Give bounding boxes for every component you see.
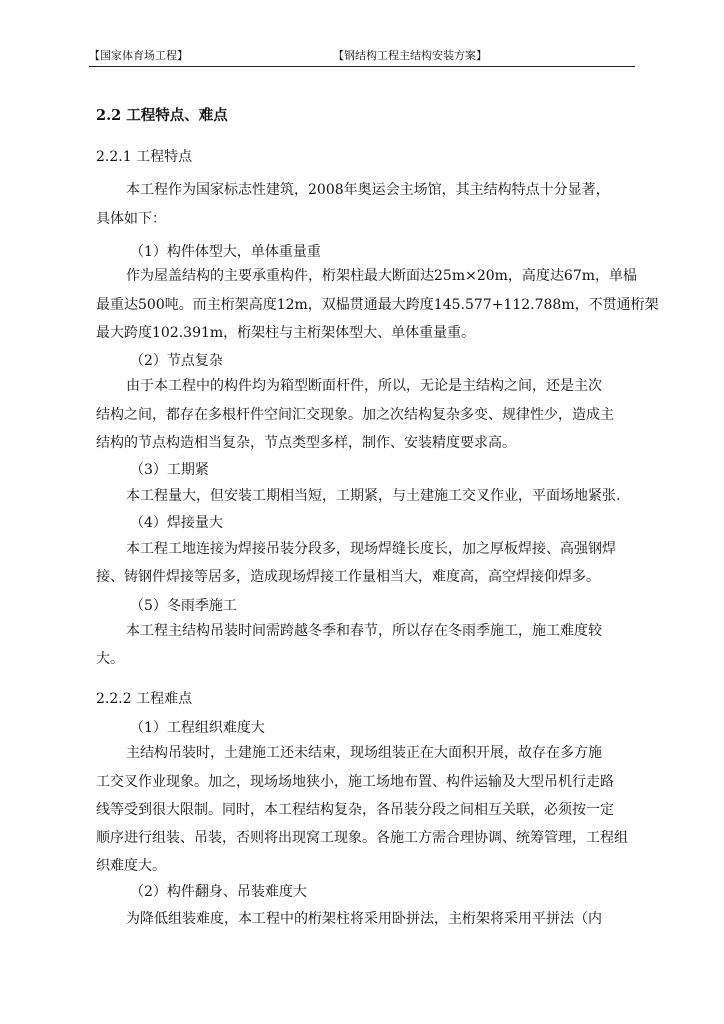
section-heading: 2.2 工程特点、难点 (96, 107, 228, 124)
item-title: （3）工期紧 (130, 462, 209, 478)
intro-line: 具体如下： (96, 211, 166, 227)
paragraph-line: 顺序进行组装、吊装，否则将出现窝工现象。各施工方需合理协调、统筹管理，工程组 (96, 830, 628, 846)
item-title: （4）焊接量大 (130, 515, 223, 531)
paragraph-line: 最大跨度102.391m，桁架柱与主桁架体型大、单体重量重。 (96, 325, 476, 341)
paragraph-line: 织难度大。 (96, 858, 166, 874)
item-title: （1）构件体型大，单体重量重 (130, 244, 321, 260)
subsection-heading-difficulties: 2.2.2 工程难点 (96, 691, 193, 707)
paragraph-line: 结构的节点构造相当复杂，节点类型多样，制作、安装精度要求高。 (96, 435, 516, 451)
paragraph-line: 最重达500吨。而主桁架高度12m，双榀贯通最大跨度145.577+112.788m，不贯通桁架 (96, 297, 659, 313)
intro-line: 本工程作为国家标志性建筑，2008年奥运会主场馆，其主结构特点十分显著， (126, 182, 610, 198)
paragraph-line: 接、铸钢件焊接等居多，造成现场焊接工作量相当大，难度高，高空焊接仰焊多。 (96, 569, 600, 585)
subsection-heading-features: 2.2.1 工程特点 (96, 149, 193, 165)
item-title: （2）节点复杂 (130, 353, 223, 369)
paragraph-line: 作为屋盖结构的主要承重构件，桁架柱最大断面达25m×20m，高度达67m，单榀 (126, 268, 637, 284)
paragraph-line: 本工程主结构吊装时间需跨越冬季和春节，所以存在冬雨季施工，施工难度较 (126, 623, 602, 639)
paragraph-line: 为降低组装难度，本工程中的桁架柱将采用卧拼法，主桁架将采用平拼法（内 (126, 911, 602, 927)
header-project-name: 【国家体育场工程】 (89, 49, 188, 62)
paragraph-line: 线等受到很大限制。同时，本工程结构复杂，各吊装分段之间相互关联，必须按一定 (96, 802, 614, 818)
page-header (89, 48, 635, 67)
paragraph-line: 由于本工程中的构件均为箱型断面杆件，所以，无论是主结构之间，还是主次 (126, 378, 602, 394)
paragraph-line: 工交叉作业现象。加之，现场场地狭小，施工场地布置、构件运输及大型吊机行走路 (96, 774, 614, 790)
paragraph-line: 主结构吊装时，土建施工还未结束，现场组装正在大面积开展，故存在多方施 (126, 745, 602, 761)
paragraph-line: 结构之间，都存在多根杆件空间汇交现象。加之次结构复杂多变、规律性少，造成主 (96, 407, 614, 423)
paragraph-line: 本工程量大，但安装工期相当短，工期紧，与土建施工交叉作业，平面场地紧张. (126, 488, 621, 504)
item-title: （1）工程组织难度大 (130, 720, 265, 736)
paragraph-line: 大。 (96, 651, 124, 667)
paragraph-line: 本工程工地连接为焊接吊装分段多，现场焊缝长度长，加之厚板焊接、高强钢焊 (126, 541, 616, 557)
item-title: （5）冬雨季施工 (130, 598, 237, 614)
header-document-title: 【钢结构工程主结构安装方案】 (333, 49, 487, 62)
item-title: （2）构件翻身、吊装难度大 (130, 884, 307, 900)
